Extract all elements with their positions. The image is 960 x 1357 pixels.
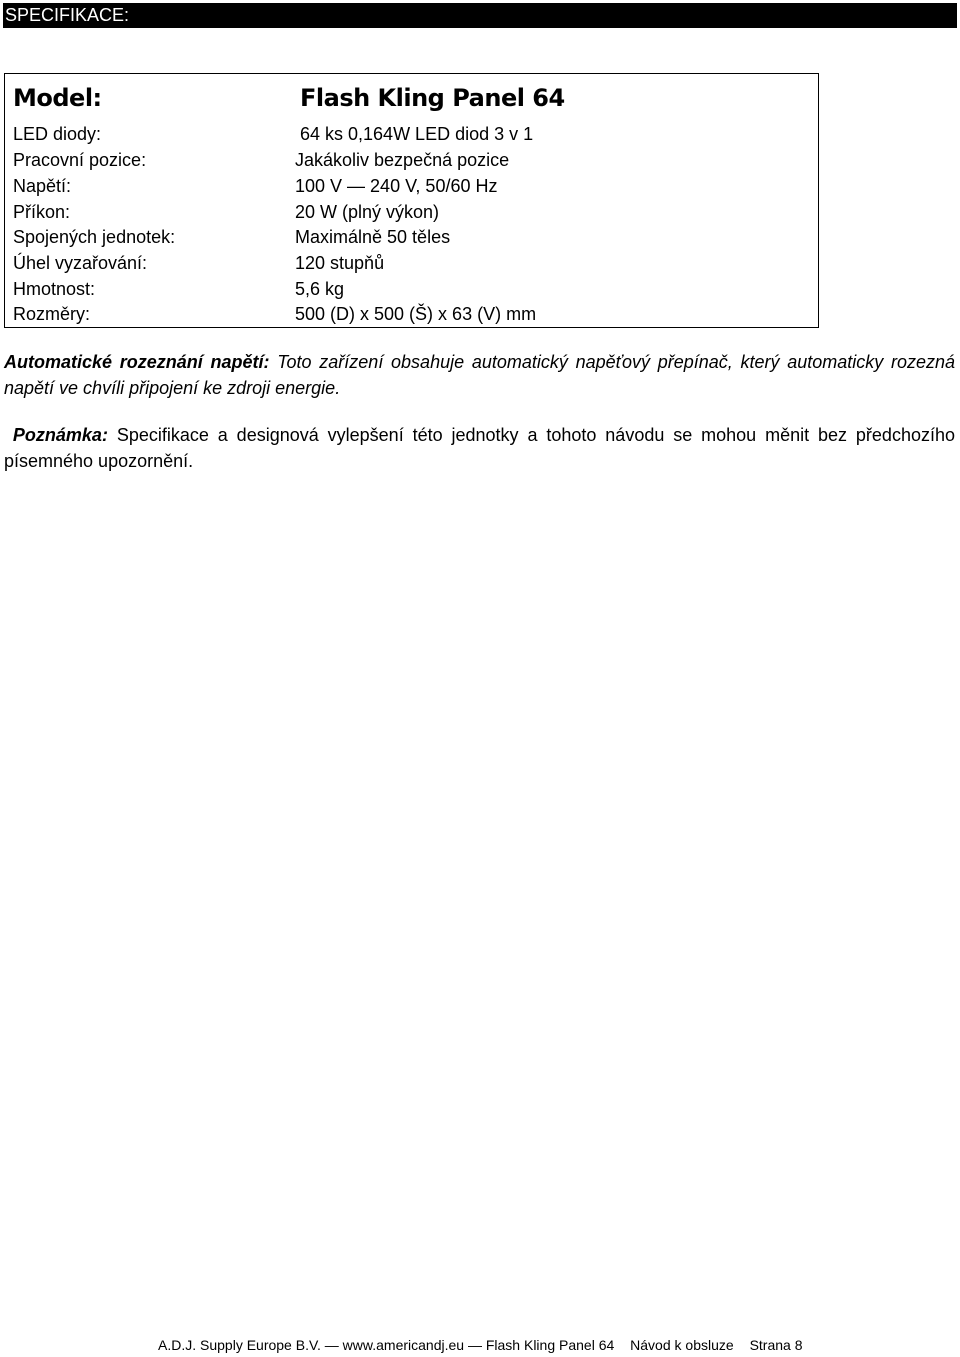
section-title: SPECIFIKACE: [5, 5, 130, 25]
spec-value: 100 V — 240 V, 50/60 Hz [295, 176, 498, 196]
page-footer [158, 1336, 815, 1354]
spec-label: Úhel vyzařování: [13, 253, 148, 273]
spec-value: Jakákoliv bezpečná pozice [295, 150, 510, 170]
spec-label: Rozměry: [13, 304, 91, 324]
note-text: Specifikace a designová vylepšení této jednotky a tohoto návodu se mohou měnit bez předchozího písemného upozornění. [4, 425, 955, 471]
auto-voltage-paragraph [4, 349, 955, 401]
auto-voltage-label: Automatické rozeznání napětí: [4, 352, 270, 372]
spec-value: Maximálně 50 těles [295, 227, 451, 247]
spec-label: Napětí: [13, 176, 72, 196]
spec-value: 120 stupňů [295, 253, 385, 273]
spec-label: Pracovní pozice: [13, 150, 147, 170]
spec-label: Příkon: [13, 202, 71, 222]
note-paragraph [4, 422, 955, 474]
note-label: Poznámka: [12, 425, 108, 445]
auto-voltage-text: Toto zařízení obsahuje automatický napěťový přepínač, který automaticky rozezná napětí ve chvíli připojení ke zdroji energie. [4, 352, 956, 398]
spec-label: Hmotnost: [13, 279, 96, 299]
model-value: Flash Kling Panel 64 [300, 84, 565, 112]
spec-label: Spojených jednotek: [13, 227, 176, 247]
model-label: Model: [13, 84, 102, 112]
footer-company: A.D.J. Supply Europe B.V. — www.americandj.eu — Flash Kling Panel 64 [158, 1337, 615, 1353]
section-header [3, 3, 957, 28]
spec-label: LED diody: [13, 124, 102, 144]
spec-table [4, 73, 819, 328]
footer-doc: Návod k obsluze [630, 1337, 734, 1353]
footer-page: Strana 8 [749, 1337, 803, 1353]
spec-value: 5,6 kg [295, 279, 345, 299]
spec-value: 64 ks 0,164W LED diod 3 v 1 [300, 124, 534, 144]
spec-value: 20 W (plný výkon) [295, 202, 440, 222]
spec-value: 500 (D) x 500 (Š) x 63 (V) mm [295, 304, 537, 324]
